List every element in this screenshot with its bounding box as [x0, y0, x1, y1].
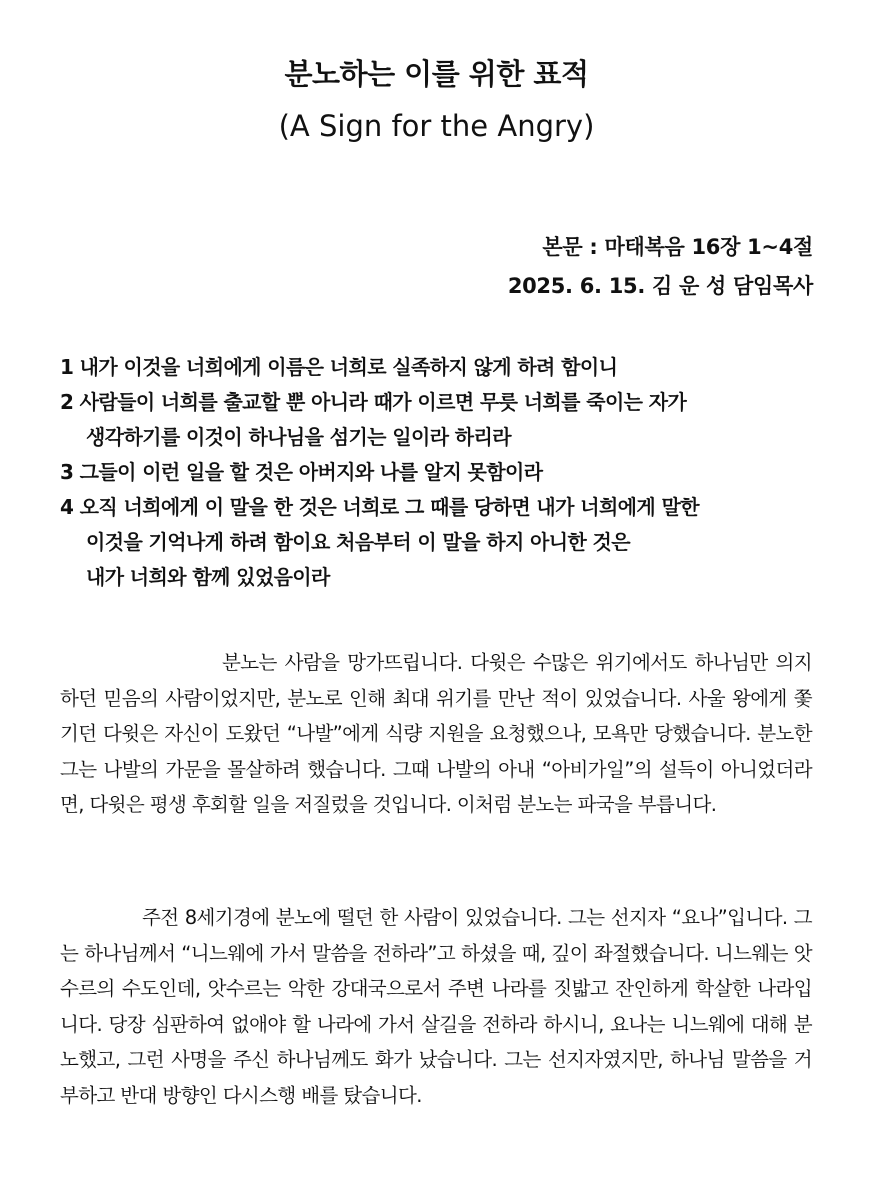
- verse-1: [60, 350, 820, 385]
- verse-line: 2 사람들이 너희를 출교할 뿐 아니라 때가 이르면 무릇 너희를 죽이는 자가: [60, 390, 687, 414]
- scripture-verses: [60, 350, 820, 595]
- verse-line: 4 오직 너희에게 이 말을 한 것은 너희로 그 때를 당하면 내가 너희에게 말한: [60, 495, 699, 519]
- verse-line: 내가 너희와 함께 있었음이라: [86, 565, 330, 589]
- verse-line: 이것을 기억나게 하려 함이요 처음부터 이 말을 하지 아니한 것은: [86, 530, 630, 554]
- verse-3: [60, 455, 820, 490]
- scripture-reference: 본문 : 마태복음 16장 1~4절: [542, 235, 813, 259]
- verse-line: 1 내가 이것을 너희에게 이름은 너희로 실족하지 않게 하려 함이니: [60, 355, 618, 379]
- sermon-title-english: (A Sign for the Angry): [278, 109, 595, 143]
- verse-4: [60, 490, 820, 595]
- date-author: 2025. 6. 15. 김 운 성 담임목사: [507, 274, 813, 298]
- sermon-title-korean: 분노하는 이를 위한 표적: [284, 57, 589, 91]
- verse-2: [60, 385, 820, 455]
- verse-line: 3 그들이 이런 일을 할 것은 아버지와 나를 알지 못함이라: [60, 460, 543, 484]
- body-paragraph-1: 분노는 사람을 망가뜨립니다. 다윗은 수많은 위기에서도 하나님만 의지하던 믿음의 사람이었지만, 분노로 인해 최대 위기를 만난 적이 있었습니다. 사울 왕에게 쫓기던 다윗은 자신이 도왔던 “나발”에게 식량 지원을 요청했으나, 모욕만 당했습니다. 분노한 그는 나발의 가문을 몰살하려 했습니다. 그때 나발의 아내 “아비가일”의 설득이 아니었더라면, 다윗은 평생 후회할 일을 저질렀을 것입니다. 이처럼 분노는 파국을 부릅니다.: [60, 651, 812, 816]
- body-paragraph-2: 주전 8세기경에 분노에 떨던 한 사람이 있었습니다. 그는 선지자 “요나”입니다. 그는 하나님께서 “니느웨에 가서 말씀을 전하라”고 하셨을 때, 깊이 좌절했습니다. 니느웨는 앗수르의 수도인데, 앗수르는 악한 강대국으로서 주변 나라를 짓밟고 잔인하게 학살한 나라입니다. 당장 심판하여 없애야 할 나라에 가서 살길을 전하라 하시니, 요나는 니느웨에 대해 분노했고, 그런 사명을 주신 하나님께도 화가 났습니다. 그는 선지자였지만, 하나님 말씀을 거부하고 반대 방향인 다시스행 배를 탔습니다.: [60, 906, 812, 1107]
- verse-line: 생각하기를 이것이 하나님을 섬기는 일이라 하리라: [86, 425, 511, 449]
- title-block: [0, 52, 873, 148]
- sermon-meta: [508, 228, 813, 306]
